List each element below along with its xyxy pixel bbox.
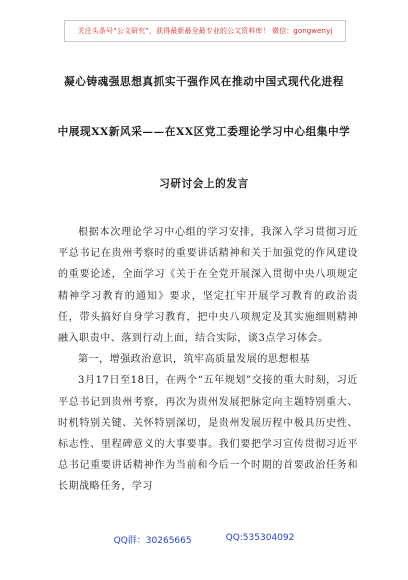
document-title-line-1: 凝心铸魂强思想真抓实干强作风在推动中国式现代化进程	[64, 76, 344, 88]
header-banner: 关注头条号“公文研究”，获得最新最全最专业的公文资料库！ 微信：gongwenyj	[64, 20, 346, 42]
qq-contact-text: QQ:535304092	[225, 533, 295, 543]
document-body	[58, 222, 358, 498]
qq-group-text: QQ群：30265665	[113, 536, 192, 546]
paragraph: 3月17日至18日，在两个“五年规划”交接的重大时刻，习近平总书记到贵州考察，再次为贵州发展把脉定向主题特别重大、时机特别关键、关怀特别深切，是贵州发展历程中极具历史性、标志性、里程碑意义的大事要事。我们要把学习宣传贯彻习近平总书记重要讲话精神作为当前和今后一个时期的首要政治任务和长期战略任务，学习	[58, 375, 358, 493]
paragraph: 根据本次理论学习中心组的学习安排，我深入学习贯彻习近平总书记在贵州考察时的重要讲话精神和关于加强党的作风建设的重要论述，全面学习《关于在全党开展深入贯彻中央八项规定精神学习教育的通知》要求，坚定扛牢开展学习教育的政治责任，带头搞好自身学习教育，把中央八项规定及其实施细则精神融入职责中、落到行动上面，结合实际，谈3点学习体会。	[58, 227, 358, 345]
document-title-line-2: 中展现XX新风采——在XX区党工委理论学习中心组集中学	[57, 126, 351, 138]
document-title-line-3: 习研讨会上的发言	[159, 178, 249, 190]
section-heading: 第一，增强政治意识，筑牢高质量发展的思想根基	[78, 354, 311, 366]
footer	[0, 533, 408, 546]
